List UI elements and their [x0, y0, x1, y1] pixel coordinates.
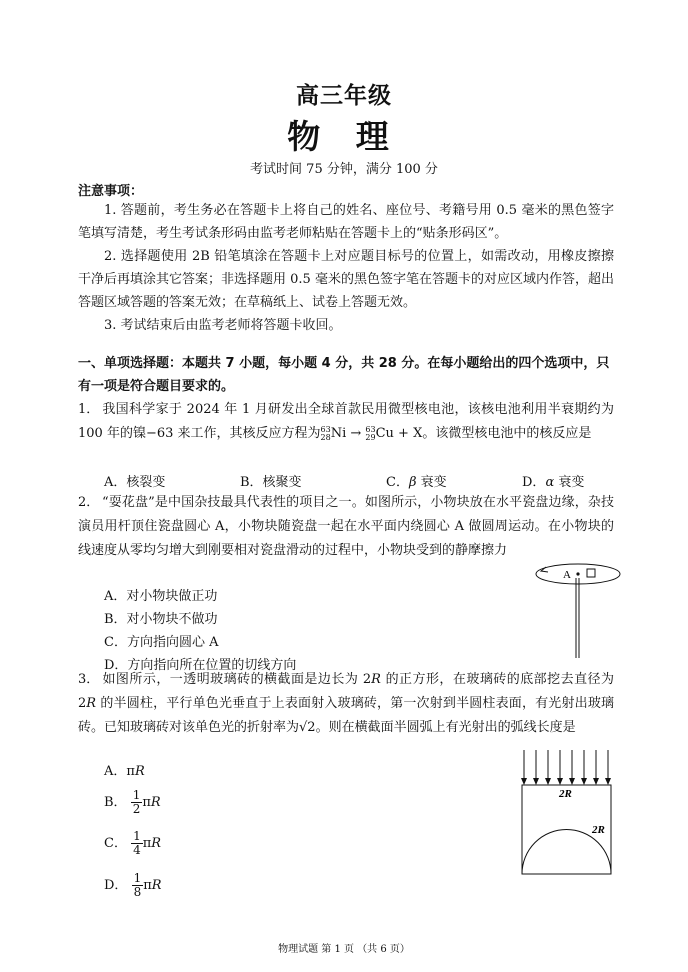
- question-2: 2． “耍花盘”是中国杂技最具代表性的项目之一。如图所示，小物块放在水平瓷盘边缘，杂技演员用杆顶住瓷盘圆心 A，小物块随瓷盘一起在水平面内绕圆心 A 做圆周运动。在小物块的线速度从零均匀增大到刚要相对瓷盘滑动的过程中，小物块受到的静摩擦力: [78, 491, 614, 563]
- figure-label-a: A: [563, 569, 571, 581]
- sqrt-two: √2: [299, 720, 316, 735]
- exam-subject: 物 理: [287, 117, 401, 156]
- question-number: 3．: [78, 672, 100, 687]
- question-number: 1．: [78, 402, 100, 417]
- note-item-1: 1. 答题前，考生务必在答题卡上将自己的姓名、座位号、考籍号用 0.5 毫米的黑色签字笔填写清楚，考生考试条形码由监考老师粘贴在答题卡上的“贴条形码区”。: [78, 203, 614, 241]
- exam-info: 考试时间 75 分钟，满分 100 分: [250, 162, 438, 177]
- notes-title: 注意事项：: [78, 184, 144, 199]
- question-3: 3． 如图所示，一透明玻璃砖的横截面是边长为 2R 的正方形，在玻璃砖的底部挖去直径为 2R 的半圆柱，平行单色光垂直于上表面射入玻璃砖，第一次射到半圆柱表面，有光射出玻璃砖。已知玻璃砖对该单色光的折射率为√2。则在横截面半圆弧上有光射出的弧线长度是: [78, 668, 614, 740]
- note-item-2: 2. 选择题使用 2B 铅笔填涂在答题卡上对应题目标号的位置上，如需改动，用橡皮擦擦干净后再填涂其它答案；非选择题用 0.5 毫米的黑色签字笔在答题卡的对应区域内作答，超出答题区域答题的答案无效；在草稿纸上、试卷上答题无效。: [78, 249, 614, 310]
- label-side-2r: 2R: [592, 824, 605, 836]
- q1-option-a: A．核裂变: [104, 475, 166, 490]
- question-number: 2．: [78, 495, 100, 510]
- q3-option-a: A．πR: [104, 764, 145, 779]
- nuclide-ni: 63 28: [320, 424, 331, 442]
- q2-option-d: D．方向指向所在位置的切线方向: [104, 658, 297, 673]
- page-footer: 物理试题 第 1 页 （共 6 页）: [278, 944, 410, 955]
- q1-option-d: D．α 衰变: [522, 475, 585, 490]
- q1-option-c: C．β 衰变: [386, 475, 447, 490]
- q2-option-b: B．对小物块不做功: [104, 612, 218, 627]
- note-item-3: 3. 考试结束后由监考老师将答题卡收回。: [104, 318, 342, 333]
- q3-option-c: C． $\frac{1}{4}$ πR: [104, 829, 162, 857]
- q1-option-b: B．核聚变: [240, 475, 302, 490]
- q2-option-c: C．方向指向圆心 A: [104, 635, 219, 650]
- nuclide-cu: 63 29: [365, 424, 376, 442]
- label-top-2r: 2R: [559, 788, 572, 800]
- q3-option-b: B． $\frac{1}{2}$ πR: [104, 788, 161, 816]
- exam-grade: 高三年级: [296, 83, 392, 109]
- q2-option-a: A．对小物块做正功: [104, 589, 218, 604]
- plate-spinning-figure: [528, 560, 628, 660]
- q3-option-d: D． $\frac{1}{8}$ πR: [104, 871, 162, 899]
- question-1: 1． 我国科学家于 2024 年 1 月研发出全球首款民用微型核电池，该核电池利用半衰期约为 100 年的镍−63 来工作，其核反应方程为 63 28 Ni → 63 29 Cu + X。该微型核电池中的核反应是: [78, 398, 614, 446]
- glass-brick-figure: [512, 748, 618, 878]
- section-title: 一、单项选择题：本题共 7 小题，每小题 4 分，共 28 分。在每小题给出的四个选项中，只有一项是符合题目要求的。: [78, 356, 610, 394]
